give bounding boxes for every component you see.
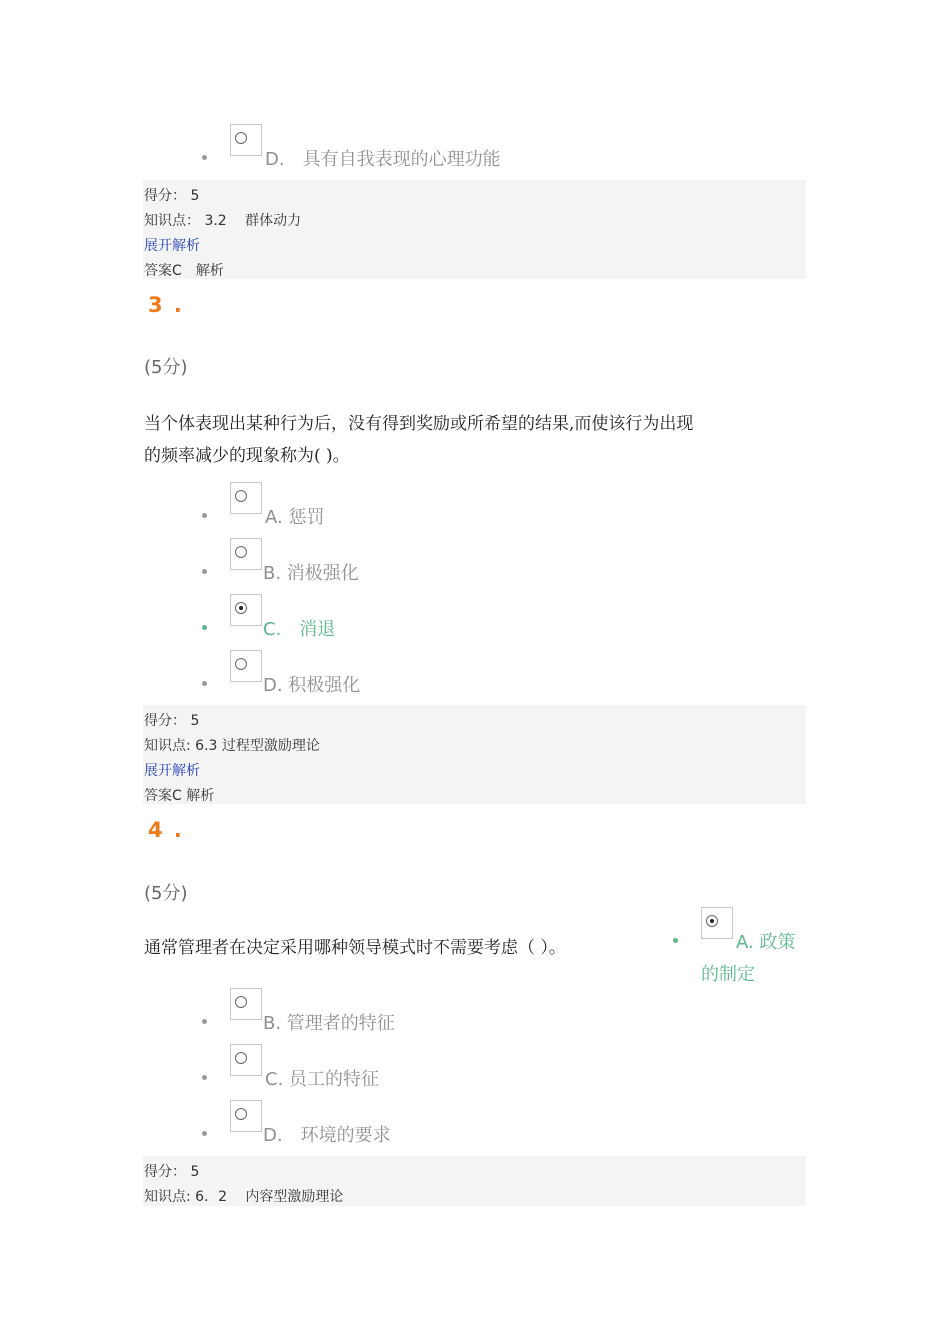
- list-bullet: [202, 1075, 207, 1080]
- list-bullet: [202, 681, 207, 686]
- radio-option-c[interactable]: [230, 594, 262, 626]
- radio-circle-icon: [235, 658, 247, 670]
- knowledge-point: 知识点: 6.3 过程型激励理论: [144, 738, 320, 754]
- answer-panel-q4: [143, 1156, 806, 1206]
- radio-option-b[interactable]: [230, 988, 262, 1020]
- question-number: 3 .: [148, 293, 184, 317]
- radio-circle-icon: [235, 490, 247, 502]
- option-c-label: C. 消退: [263, 619, 336, 640]
- knowledge-point: 知识点: 6．2 内容型激励理论: [144, 1189, 344, 1205]
- question-points: (5分): [144, 883, 188, 904]
- list-bullet: [202, 155, 207, 160]
- option-d-label: D. 具有自我表现的心理功能: [265, 149, 501, 170]
- radio-option-d[interactable]: [230, 124, 262, 156]
- radio-circle-icon: [235, 1108, 247, 1120]
- expand-analysis-link[interactable]: 展开解析: [144, 238, 200, 254]
- radio-circle-icon: [235, 996, 247, 1008]
- option-a-label-cont: 的制定: [701, 964, 755, 985]
- radio-option-d[interactable]: [230, 650, 262, 682]
- list-bullet: [202, 569, 207, 574]
- option-d-label: D. 积极强化: [263, 675, 361, 696]
- list-bullet: [202, 1131, 207, 1136]
- score-text: 得分： 5: [144, 188, 200, 204]
- list-bullet: [202, 1019, 207, 1024]
- option-c-label: C. 员工的特征: [265, 1069, 380, 1090]
- answer-text: 答案C 解析: [144, 263, 224, 279]
- option-a-label: A. 政策: [736, 932, 796, 953]
- question-stem: 通常管理者在决定采用哪种领导模式时不需要考虑（ ）。: [144, 938, 566, 958]
- radio-option-a[interactable]: [230, 482, 262, 514]
- answer-panel-q3: [143, 705, 806, 804]
- option-a-label: A. 惩罚: [265, 507, 325, 528]
- radio-option-d[interactable]: [230, 1100, 262, 1132]
- question-stem-line: 当个体表现出某种行为后，没有得到奖励或所希望的结果,而使该行为出现: [144, 414, 694, 434]
- radio-circle-icon: [235, 132, 247, 144]
- list-bullet: [202, 625, 207, 630]
- radio-selected-icon: [235, 602, 247, 614]
- question-number: 4 .: [148, 818, 184, 842]
- radio-circle-icon: [235, 1052, 247, 1064]
- list-bullet: [202, 513, 207, 518]
- score-text: 得分： 5: [144, 713, 200, 729]
- question-stem-line: 的频率减少的现象称为( )。: [144, 446, 350, 466]
- option-b-label: B. 管理者的特征: [263, 1013, 395, 1034]
- option-d-label: D. 环境的要求: [263, 1125, 391, 1146]
- radio-circle-icon: [235, 546, 247, 558]
- option-b-label: B. 消极强化: [263, 563, 359, 584]
- expand-analysis-link[interactable]: 展开解析: [144, 763, 200, 779]
- question-stem: [144, 408, 693, 472]
- answer-panel-q2: [143, 180, 806, 279]
- radio-option-c[interactable]: [230, 1044, 262, 1076]
- radio-selected-icon: [706, 915, 718, 927]
- score-text: 得分： 5: [144, 1164, 200, 1180]
- list-bullet: [673, 938, 678, 943]
- knowledge-point: 知识点： 3.2 群体动力: [144, 213, 302, 229]
- answer-text: 答案C 解析: [144, 788, 215, 804]
- radio-option-a[interactable]: [701, 907, 733, 939]
- radio-option-b[interactable]: [230, 538, 262, 570]
- question-points: (5分): [144, 357, 188, 378]
